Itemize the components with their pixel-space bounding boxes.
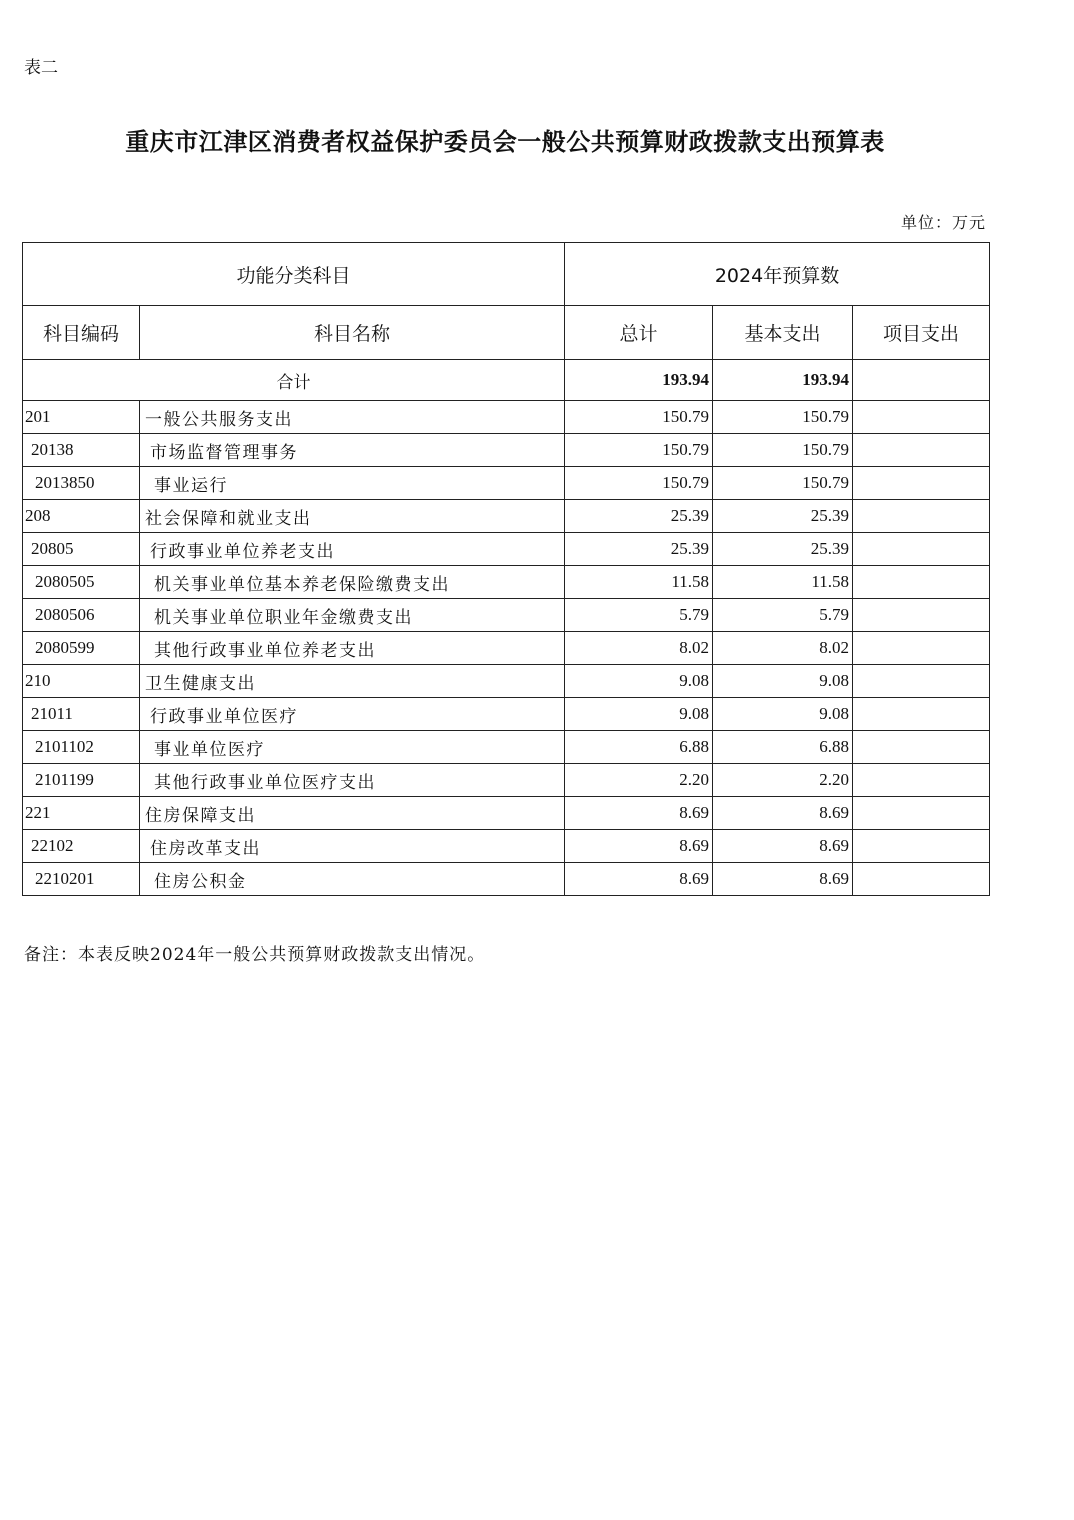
project-expenditure-cell bbox=[853, 764, 990, 797]
basic-expenditure-cell: 2.20 bbox=[713, 764, 853, 797]
total-cell: 8.02 bbox=[565, 632, 713, 665]
basic-expenditure-cell: 25.39 bbox=[713, 533, 853, 566]
basic-expenditure-cell: 9.08 bbox=[713, 665, 853, 698]
subject-code-cell: 221 bbox=[23, 797, 140, 830]
project-expenditure-cell bbox=[853, 698, 990, 731]
subject-code-cell: 20805 bbox=[23, 533, 140, 566]
project-expenditure-cell bbox=[853, 467, 990, 500]
subject-code-cell: 201 bbox=[23, 401, 140, 434]
total-cell: 8.69 bbox=[565, 797, 713, 830]
table-row bbox=[23, 797, 990, 830]
table-row bbox=[23, 467, 990, 500]
subject-name-cell: 事业运行 bbox=[140, 467, 565, 500]
table-row bbox=[23, 830, 990, 863]
subject-name-cell: 行政事业单位医疗 bbox=[140, 698, 565, 731]
subject-code-cell: 2080599 bbox=[23, 632, 140, 665]
subject-name-cell: 机关事业单位基本养老保险缴费支出 bbox=[140, 566, 565, 599]
subject-name-cell: 行政事业单位养老支出 bbox=[140, 533, 565, 566]
header-basic-expenditure: 基本支出 bbox=[713, 306, 853, 360]
subject-code-cell: 2101102 bbox=[23, 731, 140, 764]
subject-name-cell: 事业单位医疗 bbox=[140, 731, 565, 764]
subject-code-cell: 22102 bbox=[23, 830, 140, 863]
total-cell: 25.39 bbox=[565, 533, 713, 566]
project-expenditure-cell bbox=[853, 533, 990, 566]
table-body bbox=[23, 360, 990, 896]
total-cell: 6.88 bbox=[565, 731, 713, 764]
subject-code-cell: 2013850 bbox=[23, 467, 140, 500]
table-row bbox=[23, 698, 990, 731]
basic-expenditure-cell: 150.79 bbox=[713, 434, 853, 467]
subject-name-cell: 社会保障和就业支出 bbox=[140, 500, 565, 533]
project-expenditure-cell bbox=[853, 863, 990, 896]
basic-expenditure-cell: 25.39 bbox=[713, 500, 853, 533]
subject-name-cell: 机关事业单位职业年金缴费支出 bbox=[140, 599, 565, 632]
table-row bbox=[23, 863, 990, 896]
basic-expenditure-cell: 150.79 bbox=[713, 401, 853, 434]
project-expenditure-cell bbox=[853, 566, 990, 599]
page-title: 重庆市江津区消费者权益保护委员会一般公共预算财政拨款支出预算表 bbox=[125, 127, 885, 156]
project-expenditure-cell bbox=[853, 401, 990, 434]
subject-name-cell: 其他行政事业单位医疗支出 bbox=[140, 764, 565, 797]
basic-expenditure-cell: 8.69 bbox=[713, 863, 853, 896]
table-row bbox=[23, 566, 990, 599]
project-expenditure-cell bbox=[853, 830, 990, 863]
document-label: 表二 bbox=[24, 58, 58, 78]
subject-name-cell: 一般公共服务支出 bbox=[140, 401, 565, 434]
table-row bbox=[23, 599, 990, 632]
header-budget-year: 2024年预算数 bbox=[565, 243, 990, 306]
table-row bbox=[23, 401, 990, 434]
project-expenditure-cell bbox=[853, 731, 990, 764]
basic-expenditure-cell: 8.02 bbox=[713, 632, 853, 665]
total-row-basic: 193.94 bbox=[713, 360, 853, 401]
basic-expenditure-cell: 8.69 bbox=[713, 797, 853, 830]
project-expenditure-cell bbox=[853, 599, 990, 632]
total-cell: 9.08 bbox=[565, 698, 713, 731]
footnote: 备注：本表反映2024年一般公共预算财政拨款支出情况。 bbox=[24, 945, 486, 965]
subject-name-cell: 住房改革支出 bbox=[140, 830, 565, 863]
total-cell: 150.79 bbox=[565, 467, 713, 500]
subject-code-cell: 2080505 bbox=[23, 566, 140, 599]
header-subject-name: 科目名称 bbox=[140, 306, 565, 360]
unit-label: 单位：万元 bbox=[900, 213, 986, 232]
table-row bbox=[23, 500, 990, 533]
total-row bbox=[23, 360, 990, 401]
basic-expenditure-cell: 6.88 bbox=[713, 731, 853, 764]
project-expenditure-cell bbox=[853, 797, 990, 830]
table-row bbox=[23, 731, 990, 764]
budget-table bbox=[22, 242, 990, 896]
basic-expenditure-cell: 5.79 bbox=[713, 599, 853, 632]
total-row-project bbox=[853, 360, 990, 401]
subject-code-cell: 208 bbox=[23, 500, 140, 533]
header-subject-code: 科目编码 bbox=[23, 306, 140, 360]
table-row bbox=[23, 764, 990, 797]
subject-name-cell: 住房公积金 bbox=[140, 863, 565, 896]
project-expenditure-cell bbox=[853, 500, 990, 533]
basic-expenditure-cell: 8.69 bbox=[713, 830, 853, 863]
total-cell: 5.79 bbox=[565, 599, 713, 632]
subject-code-cell: 2210201 bbox=[23, 863, 140, 896]
table-row bbox=[23, 632, 990, 665]
basic-expenditure-cell: 150.79 bbox=[713, 467, 853, 500]
project-expenditure-cell bbox=[853, 434, 990, 467]
subject-code-cell: 2080506 bbox=[23, 599, 140, 632]
total-cell: 8.69 bbox=[565, 830, 713, 863]
project-expenditure-cell bbox=[853, 665, 990, 698]
table-row bbox=[23, 533, 990, 566]
total-label: 合计 bbox=[23, 360, 565, 401]
total-cell: 25.39 bbox=[565, 500, 713, 533]
total-cell: 150.79 bbox=[565, 401, 713, 434]
header-functional-classification: 功能分类科目 bbox=[23, 243, 565, 306]
total-cell: 150.79 bbox=[565, 434, 713, 467]
total-row-total: 193.94 bbox=[565, 360, 713, 401]
total-cell: 2.20 bbox=[565, 764, 713, 797]
table-row bbox=[23, 434, 990, 467]
total-cell: 9.08 bbox=[565, 665, 713, 698]
subject-code-cell: 20138 bbox=[23, 434, 140, 467]
header-total: 总计 bbox=[565, 306, 713, 360]
subject-code-cell: 2101199 bbox=[23, 764, 140, 797]
header-project-expenditure: 项目支出 bbox=[853, 306, 990, 360]
subject-name-cell: 市场监督管理事务 bbox=[140, 434, 565, 467]
total-cell: 11.58 bbox=[565, 566, 713, 599]
subject-name-cell: 住房保障支出 bbox=[140, 797, 565, 830]
basic-expenditure-cell: 9.08 bbox=[713, 698, 853, 731]
subject-name-cell: 卫生健康支出 bbox=[140, 665, 565, 698]
total-cell: 8.69 bbox=[565, 863, 713, 896]
subject-name-cell: 其他行政事业单位养老支出 bbox=[140, 632, 565, 665]
subject-code-cell: 21011 bbox=[23, 698, 140, 731]
project-expenditure-cell bbox=[853, 632, 990, 665]
subject-code-cell: 210 bbox=[23, 665, 140, 698]
table-row bbox=[23, 665, 990, 698]
basic-expenditure-cell: 11.58 bbox=[713, 566, 853, 599]
